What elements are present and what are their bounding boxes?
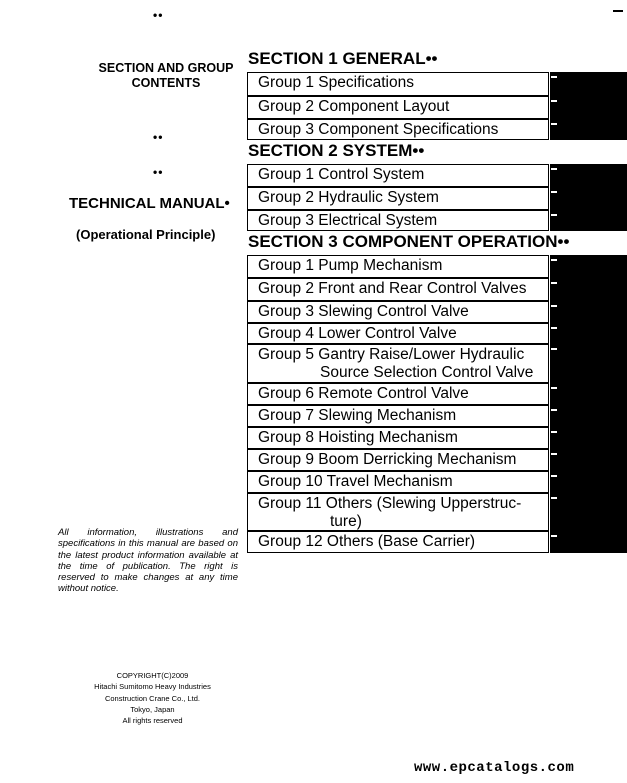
group-label: Group 2 Front and Rear Control Valves xyxy=(258,280,527,297)
group-label: Group 12 Others (Base Carrier) xyxy=(258,533,476,550)
tab-mark xyxy=(551,191,557,193)
copyright-line: All rights reserved xyxy=(122,716,183,726)
copyright-line: Construction Crane Co., Ltd. xyxy=(104,693,201,703)
tab-mark xyxy=(551,100,557,102)
thumb-tab[interactable] xyxy=(550,164,627,187)
group-label: Group 1 Pump Mechanism xyxy=(258,257,443,274)
copyright-line: COPYRIGHT(C)2009 xyxy=(116,671,189,680)
group-label: Group 9 Boom Derricking Mechanism xyxy=(258,451,517,468)
group-row[interactable] xyxy=(247,427,549,449)
group-row[interactable] xyxy=(247,187,549,210)
group-row[interactable] xyxy=(247,119,549,140)
tab-mark xyxy=(551,168,557,170)
tab-mark xyxy=(551,497,557,499)
group-row[interactable] xyxy=(247,471,549,493)
thumb-tab[interactable] xyxy=(550,471,627,493)
thumb-tab[interactable] xyxy=(550,427,627,449)
group-row[interactable] xyxy=(247,531,549,553)
corner-mark xyxy=(613,10,623,12)
group-row[interactable] xyxy=(247,323,549,344)
group-row[interactable] xyxy=(247,210,549,231)
tab-mark xyxy=(551,282,557,284)
group-label-continued: ture) xyxy=(330,513,362,530)
thumb-tab[interactable] xyxy=(550,255,627,278)
manual-title: TECHNICAL MANUAL• xyxy=(69,195,230,212)
group-label: Group 7 Slewing Mechanism xyxy=(258,407,457,424)
group-label: Group 1 Specifications xyxy=(258,74,414,91)
group-label: Group 3 Slewing Control Valve xyxy=(258,303,469,320)
group-row[interactable] xyxy=(247,278,549,301)
section-2-title: SECTION 2 SYSTEM•• xyxy=(248,141,425,160)
ornament-dots: •• xyxy=(153,8,164,22)
group-label: Group 5 Gantry Raise/Lower Hydraulic xyxy=(258,346,525,363)
copyright-line: Hitachi Sumitomo Heavy Industries xyxy=(94,682,211,692)
copyright-block xyxy=(80,670,225,726)
group-label: Group 2 Component Layout xyxy=(258,98,450,115)
group-label: Group 11 Others (Slewing Upperstruc- xyxy=(258,495,522,512)
thumb-tab[interactable] xyxy=(550,119,627,140)
tab-mark xyxy=(551,387,557,389)
tab-mark xyxy=(551,453,557,455)
thumb-tab[interactable] xyxy=(550,344,627,383)
thumb-tab[interactable] xyxy=(550,449,627,471)
contents-heading xyxy=(70,61,262,91)
group-row[interactable] xyxy=(247,493,549,531)
group-row[interactable] xyxy=(247,255,549,278)
tab-mark xyxy=(551,327,557,329)
manual-subtitle: (Operational Principle) xyxy=(76,227,216,242)
group-label: Group 3 Component Specifications xyxy=(258,121,499,138)
group-label: Group 6 Remote Control Valve xyxy=(258,385,469,402)
tab-mark xyxy=(551,259,557,261)
group-row[interactable] xyxy=(247,72,549,96)
tab-mark xyxy=(551,431,557,433)
section-1-title: SECTION 1 GENERAL•• xyxy=(248,49,438,68)
group-row[interactable] xyxy=(247,301,549,323)
group-label: Group 8 Hoisting Mechanism xyxy=(258,429,458,446)
tab-mark xyxy=(551,409,557,411)
thumb-tab[interactable] xyxy=(550,531,627,553)
disclaimer-text: All information, illustrations and specifications in this manual are based on the latest product information available at the time of publication. The right is reserved to make changes at any time without notice. xyxy=(58,527,238,595)
group-label: Group 1 Control System xyxy=(258,166,425,183)
group-row[interactable] xyxy=(247,383,549,405)
group-row[interactable] xyxy=(247,96,549,119)
group-label: Group 2 Hydraulic System xyxy=(258,189,439,206)
ornament-dots: •• xyxy=(153,165,164,179)
ornament-dots: •• xyxy=(153,130,164,144)
thumb-tab[interactable] xyxy=(550,405,627,427)
tab-mark xyxy=(551,305,557,307)
contents-heading-text: SECTION AND GROUP CONTENTS xyxy=(98,61,234,90)
copyright-line: Tokyo, Japan xyxy=(130,704,175,714)
watermark-url[interactable]: www.epcatalogs.com xyxy=(414,760,575,776)
thumb-tab[interactable] xyxy=(550,383,627,405)
tab-mark xyxy=(551,535,557,537)
group-row[interactable] xyxy=(247,405,549,427)
group-row[interactable] xyxy=(247,164,549,187)
group-label: Group 4 Lower Control Valve xyxy=(258,325,457,342)
thumb-tab[interactable] xyxy=(550,493,627,531)
tab-mark xyxy=(551,76,557,78)
group-row[interactable] xyxy=(247,344,549,383)
thumb-tab[interactable] xyxy=(550,187,627,210)
thumb-tab[interactable] xyxy=(550,96,627,119)
tab-mark xyxy=(551,214,557,216)
group-label-continued: Source Selection Control Valve xyxy=(320,364,534,381)
tab-mark xyxy=(551,348,557,350)
thumb-tab[interactable] xyxy=(550,301,627,323)
thumb-tab[interactable] xyxy=(550,278,627,301)
group-row[interactable] xyxy=(247,449,549,471)
thumb-tab[interactable] xyxy=(550,323,627,344)
tab-mark xyxy=(551,475,557,477)
thumb-tab[interactable] xyxy=(550,210,627,231)
tab-mark xyxy=(551,123,557,125)
group-label: Group 3 Electrical System xyxy=(258,212,438,229)
thumb-tab[interactable] xyxy=(550,72,627,96)
section-3-title: SECTION 3 COMPONENT OPERATION•• xyxy=(248,232,570,251)
group-label: Group 10 Travel Mechanism xyxy=(258,473,453,490)
